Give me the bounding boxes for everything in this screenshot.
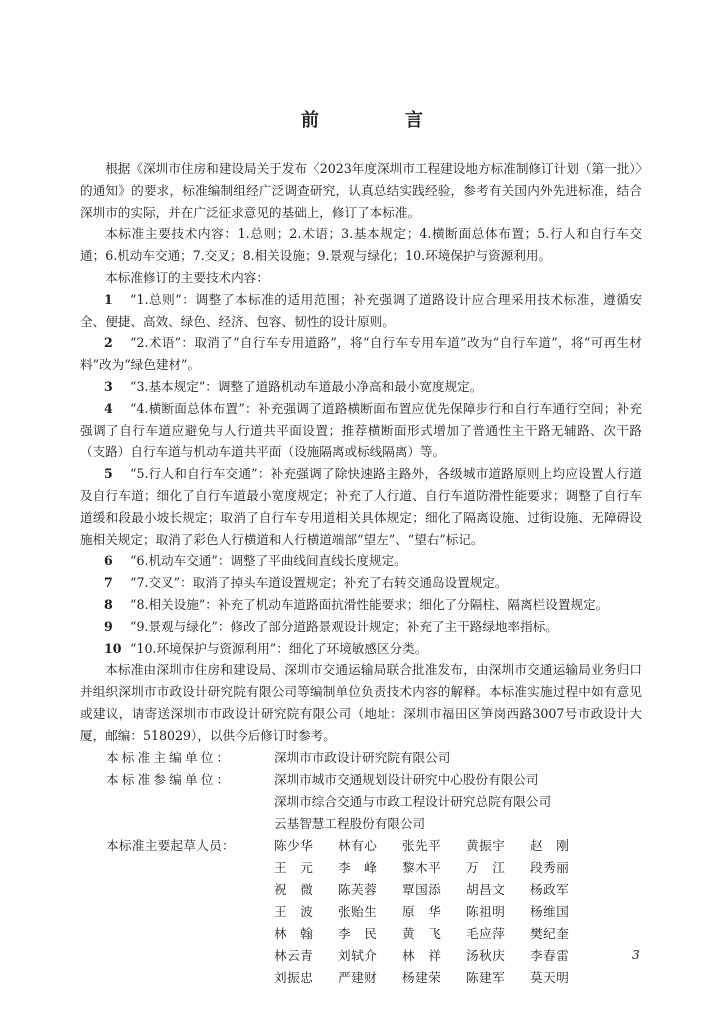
drafter-name: 黄 飞 <box>402 925 442 941</box>
paragraph-closing: 本标准由深圳市住房和建设局、深圳市交通运输局联合批准发布，由深圳市交通运输局业务归口并组织深圳市市政设计研究院有限公司等编制单位负责技术内容的解释。本标准实施过程中如有意见或建议，请寄送深圳市市政设计研究院有限公司（地址：深圳市福田区笋岗西路3007号市政设计大厦，邮编：518029），以供今后修订时参考。 <box>80 662 642 743</box>
drafter-name: 林有心 <box>338 837 378 853</box>
item-number: 1 <box>104 291 113 307</box>
drafter-name: 严建财 <box>338 969 378 985</box>
item-text: “5.行人和自行车交通”：补充强调了除快速路主路外，各级城市道路原则上均应设置人行道及自行车道；细化了自行车道最小宽度规定；补充了人行道、自行车道防滑性能要求；调整了自行车道缓和段最小坡长规定；取消了自行车专用道相关具体规定；细化了隔离设施、过街设施、无障碍设施相关规定；取消了彩色人行横道和人行横道端部“望左”、“望右”标记。 <box>80 466 642 547</box>
item-number: 5 <box>104 466 113 482</box>
drafter-name: 覃国添 <box>402 881 442 897</box>
item-number: 4 <box>104 400 113 416</box>
participant-org: 云基智慧工程股份有限公司 <box>274 815 426 831</box>
drafter-name: 陈芙蓉 <box>338 881 378 897</box>
participant-row <box>80 769 642 835</box>
item-text: “7.交叉”：取消了掉头车道设置规定；补充了右转交通岛设置规定。 <box>130 575 508 591</box>
drafter-name: 赵 刚 <box>530 837 570 853</box>
drafter-name: 毛应萍 <box>466 925 506 941</box>
item-number: 10 <box>104 640 122 656</box>
revision-item <box>80 332 642 376</box>
chief-editor-label: 本标准主编单位： <box>106 749 233 765</box>
drafter-name: 林 翰 <box>274 925 314 941</box>
drafter-name: 陈祖明 <box>466 903 506 919</box>
item-text: “2.术语”：取消了“自行车专用道路”，将“自行车专用车道”改为“自行车道”，将“可再生材料”改为“绿色建材”。 <box>80 335 642 373</box>
revision-item <box>80 638 642 660</box>
item-text: “9.景观与绿化”：修改了部分道路景观设计规定；补充了主干路绿地率指标。 <box>130 618 558 634</box>
item-text: “6.机动车交通”：调整了平曲线间直线长度规定。 <box>130 553 407 569</box>
item-number: 7 <box>104 575 113 591</box>
drafter-name: 陈少华 <box>274 837 314 853</box>
item-number: 8 <box>104 596 113 612</box>
item-number: 2 <box>104 335 113 351</box>
drafter-name: 汤秋庆 <box>466 947 506 963</box>
drafters-label: 本标准主要起草人员： <box>106 837 235 853</box>
chief-editor-row <box>80 747 642 769</box>
drafter-name: 段秀丽 <box>530 859 570 875</box>
item-text: “3.基本规定”：调整了道路机动车道最小净高和最小宽度规定。 <box>130 378 483 394</box>
drafter-name: 李 峰 <box>338 859 378 875</box>
drafter-name: 林 祥 <box>402 947 442 963</box>
revision-item <box>80 616 642 638</box>
revision-item <box>80 550 642 572</box>
drafter-name: 王 波 <box>274 903 314 919</box>
drafter-name: 莫天明 <box>530 969 570 985</box>
revision-item <box>80 398 642 463</box>
page-title: 前 言 <box>301 110 457 131</box>
item-text: “1.总则”：调整了本标准的适用范围；补充强调了道路设计应合理采用技术标准，遵循安全、便捷、高效、绿色、经济、包容、韧性的设计原则。 <box>80 291 642 329</box>
participant-label: 本标准参编单位： <box>106 771 233 787</box>
paragraph-main-content: 本标准主要技术内容：1.总则；2.术语；3.基本规定；4.横断面总体布置；5.行人和自行车交通；6.机动车交通；7.交叉；8.相关设施；9.景观与绿化；10.环境保护与资源利用。 <box>80 226 642 264</box>
item-number: 6 <box>104 553 113 569</box>
drafter-name: 黄振宇 <box>466 837 506 853</box>
drafter-name: 张贻生 <box>338 903 378 919</box>
drafter-name: 原 华 <box>402 903 442 919</box>
drafter-name: 杨维国 <box>530 903 570 919</box>
drafter-name: 林云青 <box>274 947 314 963</box>
paragraph-revision-intro: 本标准修订的主要技术内容： <box>105 269 269 285</box>
drafter-name: 万 江 <box>466 859 506 875</box>
revision-item <box>80 572 642 594</box>
preface-body <box>80 158 642 989</box>
page-number: 3 <box>632 948 640 962</box>
drafter-name: 王 元 <box>274 859 314 875</box>
participant-org: 深圳市城市交通规划设计研究中心股份有限公司 <box>274 771 539 787</box>
drafters-row <box>80 835 642 989</box>
item-text: “4.横断面总体布置”：补充强调了道路横断面布置应优先保障步行和自行车通行空间；补充强调了自行车道应避免与人行道共平面设置；推荐横断面形式增加了普通性主干路无辅路、次干路（支路）自行车道与机动车道共平面（设施隔离或标线隔离）等。 <box>80 400 642 460</box>
revision-item <box>80 376 642 398</box>
revision-item <box>80 289 642 333</box>
drafter-name: 刘振忠 <box>274 969 314 985</box>
item-number: 3 <box>104 378 113 394</box>
drafter-name: 陈建军 <box>466 969 506 985</box>
revision-item <box>80 463 642 550</box>
drafter-name: 杨政军 <box>530 881 570 897</box>
chief-editor-value: 深圳市市政设计研究院有限公司 <box>274 749 451 765</box>
drafter-name: 胡昌文 <box>466 881 506 897</box>
drafter-name: 张先平 <box>402 837 442 853</box>
drafters-grid <box>274 835 586 989</box>
participant-org: 深圳市综合交通与市政工程设计研究总院有限公司 <box>274 793 552 809</box>
drafter-name: 刘轼介 <box>338 947 378 963</box>
item-number: 9 <box>104 618 113 634</box>
drafter-name: 李春雷 <box>530 947 570 963</box>
drafter-name: 樊纪奎 <box>530 925 570 941</box>
drafter-name: 杨建荣 <box>402 969 442 985</box>
drafter-name: 黎木平 <box>402 859 442 875</box>
item-text: “8.相关设施”：补充了机动车道路面抗滑性能要求；细化了分隔柱、隔离栏设置规定。 <box>130 596 609 612</box>
item-text: “10.环境保护与资源利用”：细化了环境敏感区分类。 <box>130 640 428 656</box>
revision-item <box>80 594 642 616</box>
revision-list <box>80 289 642 660</box>
paragraph-basis: 根据《深圳市住房和建设局关于发布〈2023年度深圳市工程建设地方标准制修订计划（第一批）〉的通知》的要求，标准编制组经广泛调查研究，认真总结实践经验，参考有关国内外先进标准，结合深圳市的实际，并在广泛征求意见的基础上，修订了本标准。 <box>80 161 642 220</box>
drafter-name: 祝 微 <box>274 881 314 897</box>
drafter-name: 李 民 <box>338 925 378 941</box>
